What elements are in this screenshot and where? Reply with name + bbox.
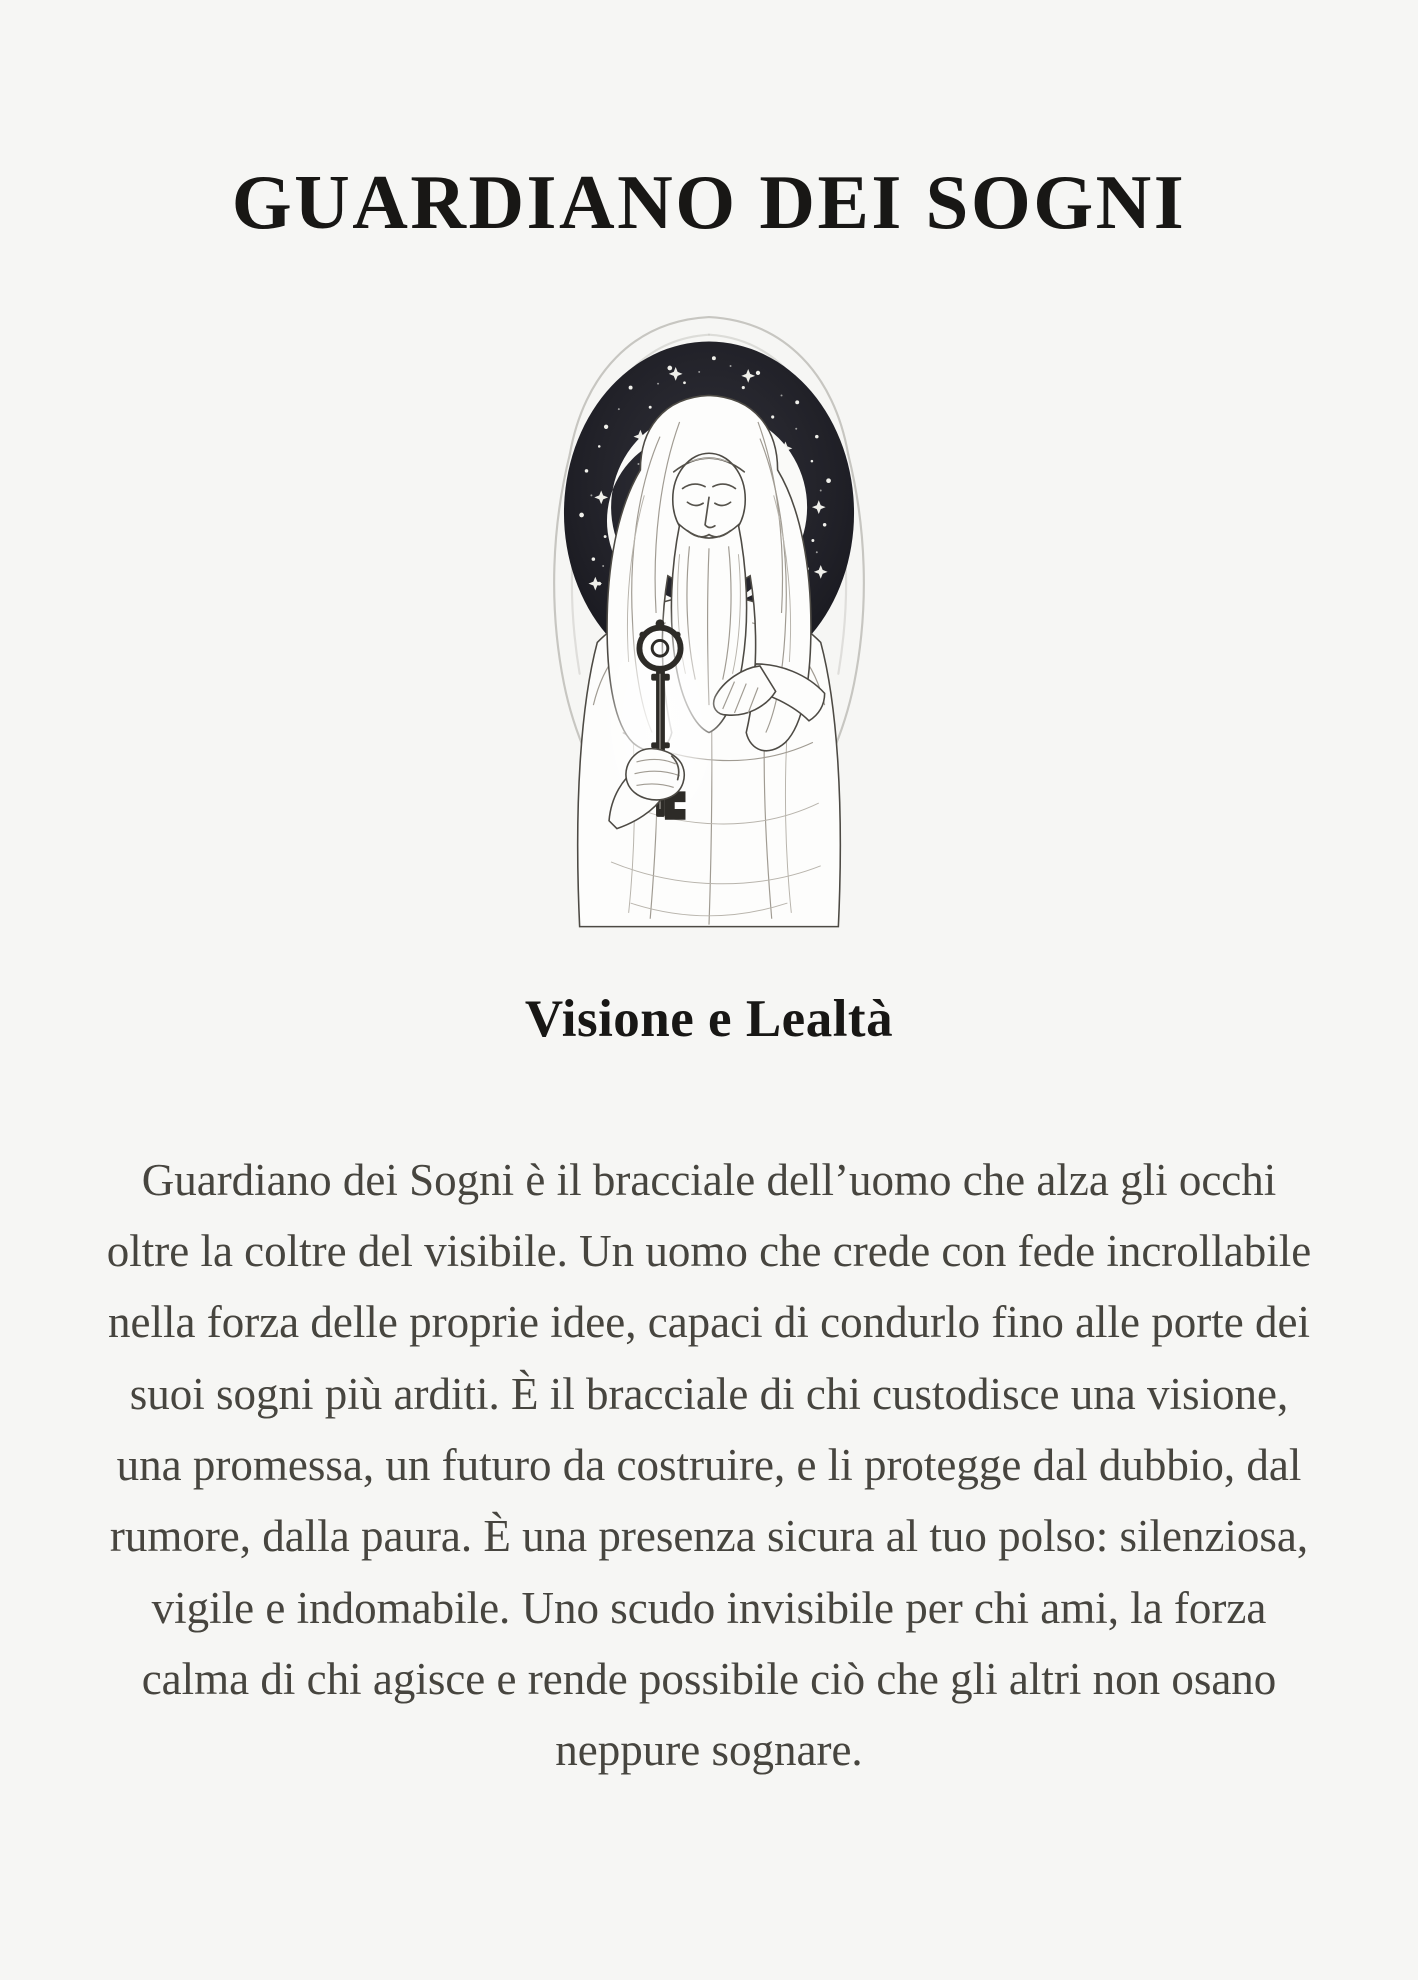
guardian-illustration-svg bbox=[513, 289, 905, 937]
page-title: GUARDIANO DEI SOGNI bbox=[231, 159, 1187, 245]
subtitle: Visione e Lealtà bbox=[524, 989, 894, 1048]
guardian-illustration bbox=[513, 289, 905, 937]
description-paragraph: Guardiano dei Sogni è il bracciale dell’uomo che alza gli occhi oltre la coltre del visibile. Un uomo che crede con fede incrollabile nella forza delle proprie idee, capaci di condurlo fino alle porte dei suoi sogni più arditi. È il bracciale di chi custodisce una visione, una promessa, un futuro da costruire, e li protegge dal dubbio, dal rumore, dalla paura. È una presenza sicura al tuo polso: silenziosa, vigile e indomabile. Uno scudo invisibile per chi ami, la forza calma di chi agisce e rende possibile ciò che gli altri non osano neppure sognare. bbox=[106, 1154, 1312, 1776]
